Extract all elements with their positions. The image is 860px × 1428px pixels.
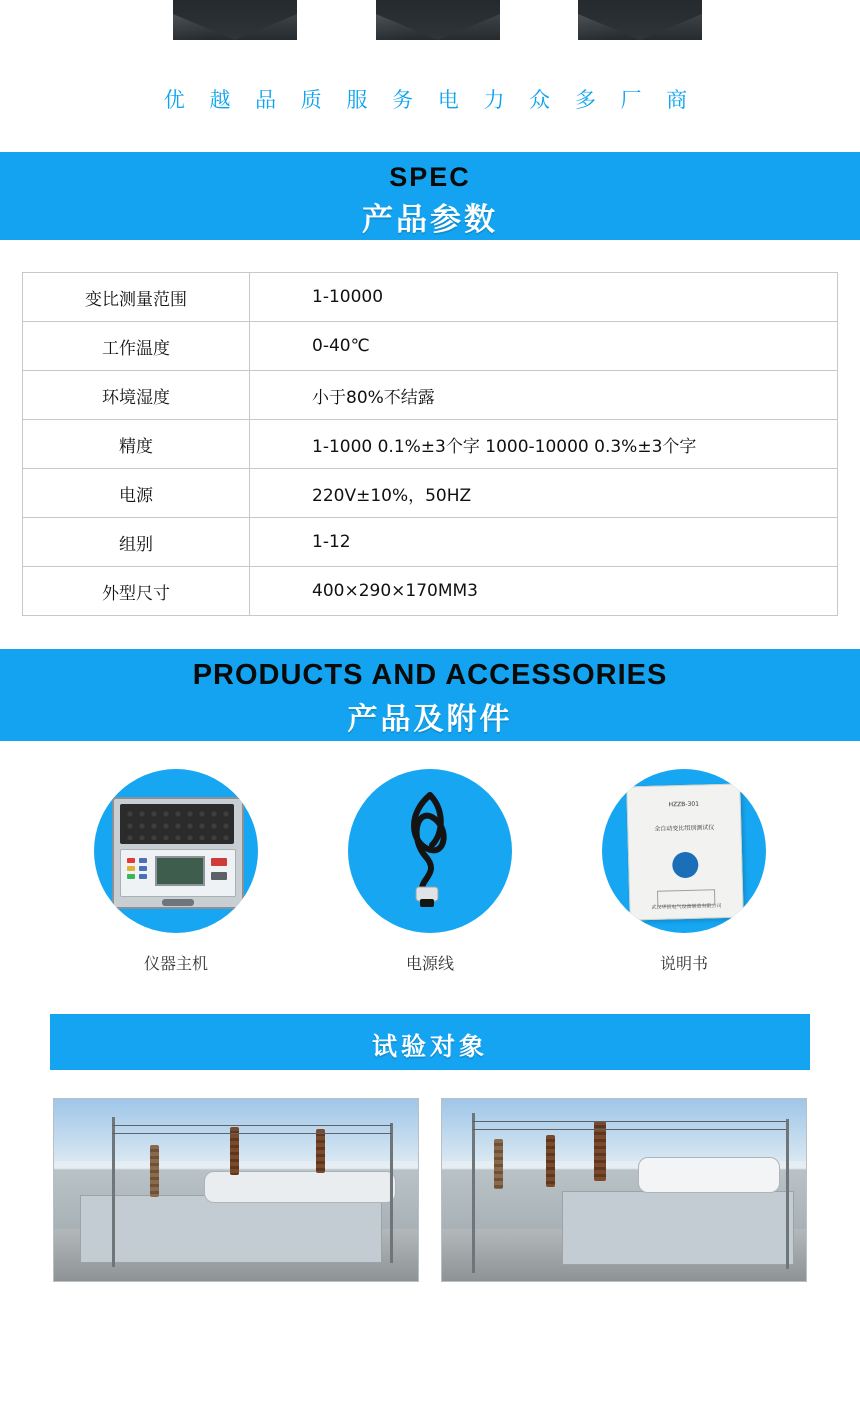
manual-model: HZZB-301 [668,800,700,809]
accessories-list [0,769,860,974]
accessory-label: 电源线 [405,954,454,973]
spec-key: 电源 [23,469,250,518]
table-row [23,371,838,420]
manual-title: 全自动变比组别测试仪 [654,824,715,833]
top-photo-3 [578,0,702,40]
overhead-wire [112,1133,392,1134]
case-button [139,858,147,863]
spec-key: 工作温度 [23,322,250,371]
bushing [546,1135,555,1187]
accessory-label: 说明书 [659,954,708,973]
test-object-banner-cn: 试验对象 [371,1032,488,1061]
top-photo-strip [0,0,860,42]
case-front-panel [120,849,236,897]
table-row [23,322,838,371]
case-button [211,858,227,866]
pole [112,1117,115,1267]
case-foam-lid [120,804,234,844]
transformer-photo-right [441,1098,807,1282]
bushing [494,1139,503,1189]
case-button [139,874,147,879]
transformer-photo-left [53,1098,419,1282]
bottom-photo-row [0,1098,860,1282]
list-item [94,769,258,974]
table-row [23,420,838,469]
bushing [150,1145,159,1197]
table-row [23,273,838,322]
case-button [139,866,147,871]
spec-key: 外型尺寸 [23,567,250,616]
manual-logo [672,852,699,879]
spec-value: 0-40℃ [250,322,838,371]
spec-table [22,272,838,616]
spec-value: 小于80%不结露 [250,371,838,420]
pole [472,1113,475,1273]
bushing [594,1121,606,1181]
overhead-wire [472,1129,786,1130]
products-banner-en: PRODUCTS AND ACCESSORIES [192,659,668,691]
slogan-text: 优 越 品 质 服 务 电 力 众 多 厂 商 [163,88,697,112]
transformer-tank [638,1157,780,1193]
case-display-screen [155,856,205,886]
spec-key: 精度 [23,420,250,469]
cable-drawing [400,787,460,915]
case-button [127,866,135,871]
table-row [23,469,838,518]
accessory-label: 仪器主机 [143,954,208,973]
transformer-body [80,1195,382,1263]
bushing [230,1127,239,1175]
spec-value: 400×290×170MM3 [250,567,838,616]
top-photo-1 [173,0,297,40]
table-row [23,567,838,616]
manual-cover [626,784,743,921]
overhead-wire [472,1121,786,1122]
power-cable-icon [348,769,512,933]
case-handle [162,899,194,906]
spec-key: 组别 [23,518,250,567]
transformer-tank [204,1171,396,1203]
spec-value: 220V±10%，50HZ [250,469,838,518]
products-banner [0,649,860,741]
manual-book-icon [602,769,766,933]
pole [390,1123,393,1263]
spec-value: 1-10000 [250,273,838,322]
spec-banner [0,152,860,240]
spec-value: 1-1000 0.1%±3个字 1000-10000 0.3%±3个字 [250,420,838,469]
spec-banner-en: SPEC [389,162,471,192]
spec-banner-cn: 产品参数 [362,202,498,238]
transformer-body [562,1191,794,1265]
list-item [602,769,766,974]
list-item [348,769,512,974]
manual-company: 武汉华顶电气设备制造有限公司 [651,903,722,911]
top-photo-2 [376,0,500,40]
spec-key: 环境湿度 [23,371,250,420]
case-body [112,797,244,909]
instrument-case-icon [94,769,258,933]
test-object-banner [50,1014,810,1070]
table-row [23,518,838,567]
overhead-wire [112,1125,392,1126]
pole [786,1119,789,1269]
case-button [211,872,227,880]
spec-key: 变比测量范围 [23,273,250,322]
case-button [127,874,135,879]
products-banner-cn: 产品及附件 [347,702,513,737]
case-button [127,858,135,863]
bushing [316,1129,325,1173]
spec-value: 1-12 [250,518,838,567]
